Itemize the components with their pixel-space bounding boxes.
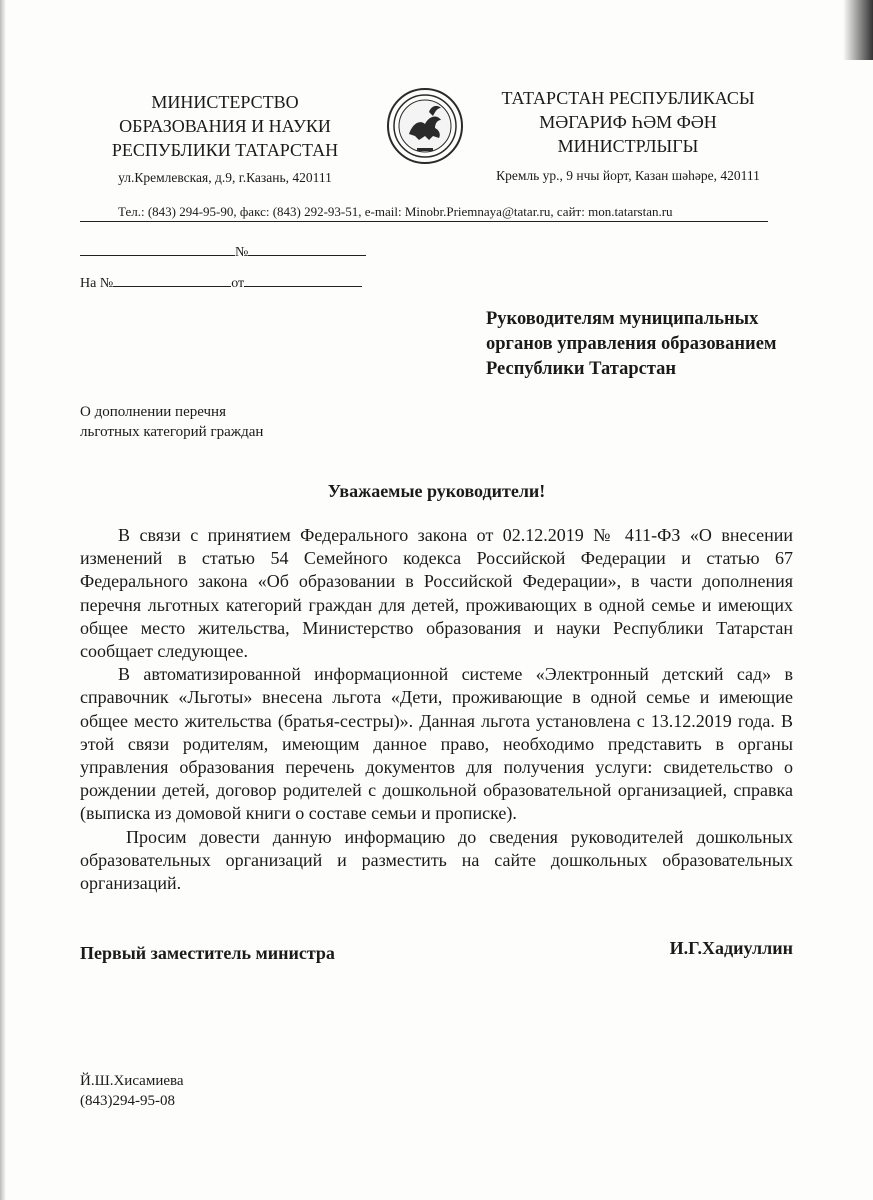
ministry-name-ru-line1: МИНИСТЕРСТВО [151, 92, 299, 112]
subject-block [80, 402, 380, 442]
outgoing-number-field [80, 241, 380, 261]
recipient-line2: органов управления образованием [486, 334, 777, 354]
subject-line1: О дополнении перечня [80, 404, 226, 420]
date-blank [80, 241, 235, 256]
ref-prefix: На № [80, 276, 114, 291]
ministry-name-tt [478, 86, 778, 158]
executor-block [80, 1071, 184, 1111]
recipient-block [486, 307, 816, 382]
letter-body [80, 524, 793, 895]
ref-from-label: от [231, 276, 245, 291]
subject-line2: льготных категорий граждан [80, 424, 264, 440]
ministry-name-ru [80, 90, 370, 162]
body-paragraph-1: В связи с принятием Федерального закона от 02.12.2019 № 411-ФЗ «О внесении изменений в статью 54 Семейного кодекса Российской Федерации и статью 67 Федерального закона «Об образовании в Российской Федерации», в части дополнения перечня льготных категорий граждан для детей, проживающих в одной семье и имеющих общее место жительства, Министерство образования и науки Республики Татарстан сообщает следующее. [80, 525, 793, 662]
ministry-name-ru-line3: РЕСПУБЛИКИ ТАТАРСТАН [111, 140, 339, 160]
signatory-position: Первый заместитель министра [80, 943, 335, 963]
ministry-name-tt-line3: МИНИСТРЛЫГЫ [557, 136, 699, 156]
scan-edge-left [0, 0, 6, 1200]
recipient-line3: Республики Татарстан [486, 359, 677, 379]
header-rule [80, 221, 768, 222]
contacts-line: Тел.: (843) 294-95-90, факс: (843) 292-93-51, e-mail: Minobr.Priemnaya@tatar.ru, сайт: mon.tatarstan.ru [118, 204, 673, 219]
body-paragraph-3: Просим довести данную информацию до сведения руководителей дошкольных образовательных организаций и разместить на сайте дошкольных образовательных организаций. [80, 826, 793, 894]
number-sign: № [235, 245, 249, 260]
ministry-name-tt-line1: ТАТАРСТАН РЕСПУБЛИКАСЫ [501, 88, 755, 108]
ref-number-blank [113, 272, 231, 287]
number-blank [248, 241, 366, 256]
body-paragraph-2: В автоматизированной информационной системе «Электронный детский сад» в справочник «Льготы» внесена льгота «Дети, проживающие в одной семье и имеющие общее место жительства (братья-сестры)». Данная льгота установлена с 13.12.2019 года. В этой связи родителям, имеющим данное право, необходимо представить в органы управления образования перечень документов для получения услуги: свидетельство о рождении детей, договор родителей с дошкольной образовательной организацией, справка (выписка из домовой книги о составе семьи и прописке). [80, 664, 793, 824]
ref-date-blank [244, 272, 362, 287]
reference-number-field [80, 272, 380, 292]
executor-phone: (843)294-95-08 [80, 1093, 175, 1109]
address-tt: Кремль ур., 9 нчы йорт, Казан шәһәре, 420111 [496, 168, 760, 183]
executor-name: Й.Ш.Хисамиева [80, 1073, 184, 1089]
ministry-name-ru-line2: ОБРАЗОВАНИЯ И НАУКИ [119, 116, 331, 136]
tatarstan-emblem-icon [385, 86, 465, 166]
signatory-name: И.Г.Хадиуллин [669, 938, 793, 958]
scan-edge-right [843, 0, 873, 60]
greeting: Уважаемые руководители! [327, 481, 546, 501]
ministry-name-tt-line2: МӘГАРИФ ҺӘМ ФӘН [539, 112, 717, 132]
address-ru: ул.Кремлевская, д.9, г.Казань, 420111 [118, 170, 332, 185]
recipient-line1: Руководителям муниципальных [486, 309, 759, 329]
